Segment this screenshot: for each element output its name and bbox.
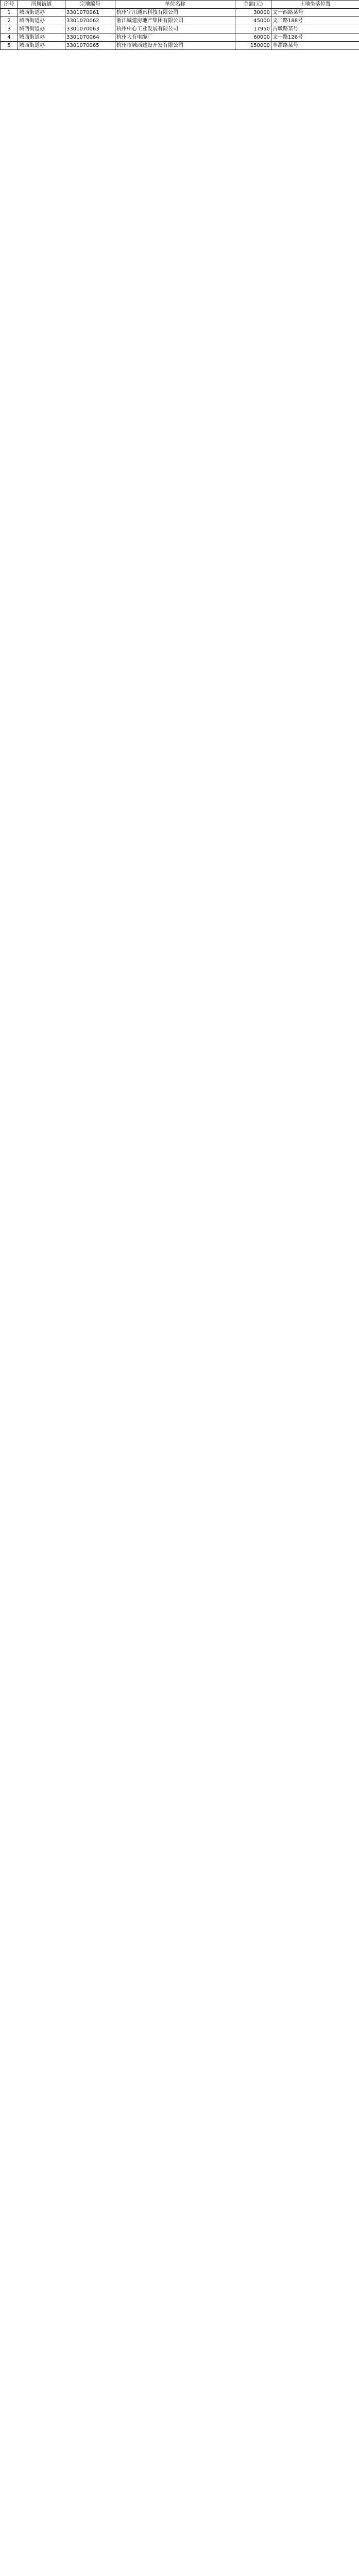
cell-company: 杭州市城西建设开发有限公司 — [115, 42, 235, 50]
cell-street: 城西街道办 — [18, 17, 65, 25]
header-amount: 金额(元) — [235, 1, 271, 9]
cell-parcel-code: 3301070063 — [65, 25, 115, 33]
cell-index: 4 — [1, 33, 18, 42]
cell-location: 文二路188号 — [271, 17, 359, 25]
cell-street: 城西街道办 — [18, 42, 65, 50]
cell-company: 杭州宇川通讯科技有限公司 — [115, 9, 235, 17]
cell-index: 3 — [1, 25, 18, 33]
header-company: 单位名称 — [115, 1, 235, 9]
header-parcel-code: 宗地编号 — [65, 1, 115, 9]
cell-location: 丰潭路某号 — [271, 42, 359, 50]
cell-company: 杭州大有电缆厂 — [115, 33, 235, 42]
cell-street: 城西街道办 — [18, 9, 65, 17]
cell-company: 杭州中心工业发展有限公司 — [115, 25, 235, 33]
cell-amount: 45000 — [235, 17, 271, 25]
cell-amount: 150000 — [235, 42, 271, 50]
cell-parcel-code: 3301070061 — [65, 9, 115, 17]
land-fee-table — [0, 0, 359, 50]
cell-location: 文一路126号 — [271, 33, 359, 42]
cell-amount: 30000 — [235, 9, 271, 17]
table-row — [1, 17, 359, 25]
cell-parcel-code: 3301070062 — [65, 17, 115, 25]
cell-index: 1 — [1, 9, 18, 17]
header-index: 序号 — [1, 1, 18, 9]
header-street: 所属街道 — [18, 1, 65, 9]
cell-amount: 17950 — [235, 25, 271, 33]
table-row — [1, 25, 359, 33]
cell-street: 城西街道办 — [18, 25, 65, 33]
table-row — [1, 42, 359, 50]
cell-location: 文一西路某号 — [271, 9, 359, 17]
cell-location: 古墩路某号 — [271, 25, 359, 33]
table-row — [1, 33, 359, 42]
cell-street: 城西街道办 — [18, 33, 65, 42]
cell-amount: 60000 — [235, 33, 271, 42]
table-body — [1, 9, 359, 50]
cell-index: 2 — [1, 17, 18, 25]
table-header-row — [1, 1, 359, 9]
header-location: 土地坐落位置 — [271, 1, 359, 9]
cell-company: 浙江城建房地产集团有限公司 — [115, 17, 235, 25]
cell-parcel-code: 3301070065 — [65, 42, 115, 50]
table-row — [1, 9, 359, 17]
cell-parcel-code: 3301070064 — [65, 33, 115, 42]
cell-index: 5 — [1, 42, 18, 50]
